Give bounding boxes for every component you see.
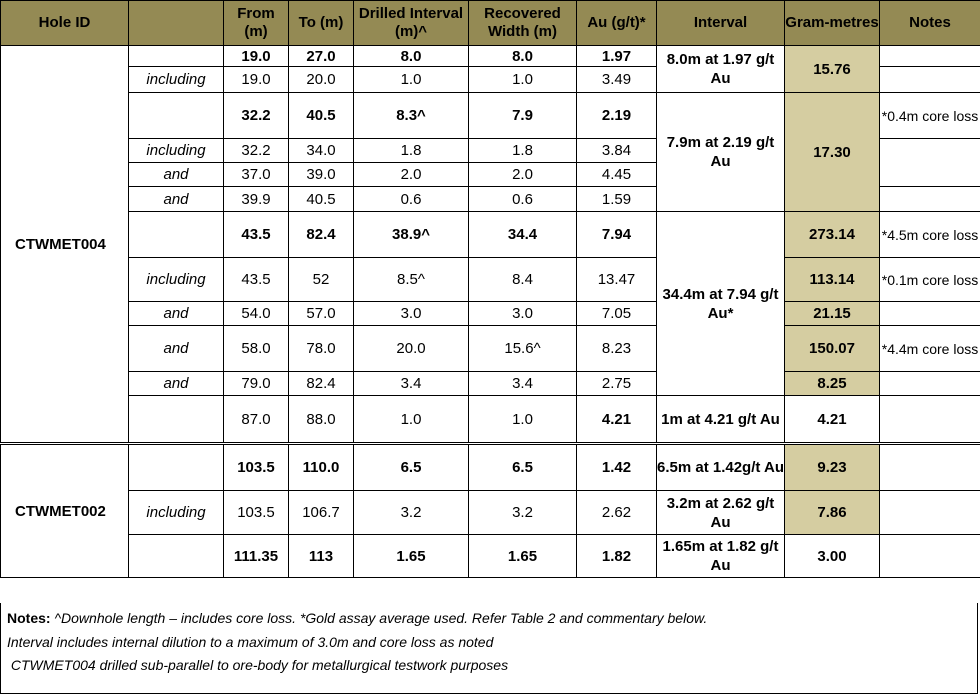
header-hole-id: Hole ID [1, 1, 129, 46]
au-cell: 1.97 [577, 46, 657, 67]
header-to: To (m) [289, 1, 354, 46]
grammetres-cell: 21.15 [785, 302, 880, 326]
drilled-cell: 3.4 [354, 372, 469, 396]
header-notes: Notes [880, 1, 980, 46]
recovered-cell: 6.5 [469, 444, 577, 491]
grammetres-cell: 273.14 [785, 212, 880, 258]
table-row [1, 372, 980, 396]
notes-label: Notes: [7, 610, 51, 626]
from-cell: 32.2 [224, 139, 289, 163]
from-cell: 37.0 [224, 163, 289, 187]
au-cell: 8.23 [577, 326, 657, 372]
recovered-cell: 3.2 [469, 491, 577, 535]
from-cell: 111.35 [224, 535, 289, 578]
table-row [1, 444, 980, 491]
from-cell: 79.0 [224, 372, 289, 396]
table-row [1, 491, 980, 535]
to-cell: 106.7 [289, 491, 354, 535]
au-cell: 2.19 [577, 93, 657, 139]
interval-cell: 1m at 4.21 g/t Au [657, 396, 785, 444]
header-grammetres: Gram-metres [785, 1, 880, 46]
from-cell: 43.5 [224, 212, 289, 258]
notes-cell [880, 46, 980, 67]
hole-id-cell: CTWMET002 [1, 444, 129, 578]
grammetres-cell: 150.07 [785, 326, 880, 372]
to-cell: 27.0 [289, 46, 354, 67]
row-label: including [129, 491, 224, 535]
row-label [129, 535, 224, 578]
au-cell: 1.82 [577, 535, 657, 578]
interval-cell: 8.0m at 1.97 g/t Au [657, 46, 785, 93]
au-cell: 1.59 [577, 187, 657, 212]
to-cell: 82.4 [289, 212, 354, 258]
row-label [129, 46, 224, 67]
to-cell: 52 [289, 258, 354, 302]
to-cell: 39.0 [289, 163, 354, 187]
from-cell: 103.5 [224, 491, 289, 535]
to-cell: 40.5 [289, 93, 354, 139]
grammetres-cell: 8.25 [785, 372, 880, 396]
drilled-cell: 1.0 [354, 67, 469, 93]
recovered-cell: 1.0 [469, 67, 577, 93]
notes-cell [880, 396, 980, 444]
header-interval: Interval [657, 1, 785, 46]
from-cell: 58.0 [224, 326, 289, 372]
grammetres-cell: 9.23 [785, 444, 880, 491]
row-label: including [129, 67, 224, 93]
from-cell: 43.5 [224, 258, 289, 302]
row-label [129, 93, 224, 139]
from-cell: 87.0 [224, 396, 289, 444]
drilled-cell: 3.2 [354, 491, 469, 535]
recovered-cell: 1.65 [469, 535, 577, 578]
recovered-cell: 15.6^ [469, 326, 577, 372]
footnote-line-3: CTWMET004 drilled sub-parallel to ore-body for metallurgical testwork purposes [7, 657, 509, 673]
header-recovered-width: Recovered Width (m) [469, 1, 577, 46]
notes-cell [880, 444, 980, 491]
recovered-cell: 1.8 [469, 139, 577, 163]
row-label [129, 444, 224, 491]
notes-cell: *0.4m core loss [880, 93, 980, 139]
au-cell: 4.45 [577, 163, 657, 187]
au-cell: 3.84 [577, 139, 657, 163]
notes-cell [880, 67, 980, 93]
to-cell: 113 [289, 535, 354, 578]
to-cell: 82.4 [289, 372, 354, 396]
au-cell: 4.21 [577, 396, 657, 444]
drilled-cell: 0.6 [354, 187, 469, 212]
drilled-cell: 8.3^ [354, 93, 469, 139]
from-cell: 19.0 [224, 46, 289, 67]
au-cell: 2.75 [577, 372, 657, 396]
table-row [1, 326, 980, 372]
grammetres-cell: 113.14 [785, 258, 880, 302]
au-cell: 3.49 [577, 67, 657, 93]
drilled-cell: 38.9^ [354, 212, 469, 258]
header-row [1, 1, 980, 46]
drilled-cell: 8.5^ [354, 258, 469, 302]
from-cell: 39.9 [224, 187, 289, 212]
from-cell: 32.2 [224, 93, 289, 139]
table-row [1, 535, 980, 578]
footnote-text-1: ^Downhole length – includes core loss. *Gold assay average used. Refer Table 2 and commentary below. [50, 610, 708, 626]
grammetres-cell: 4.21 [785, 396, 880, 444]
drilled-cell: 20.0 [354, 326, 469, 372]
recovered-cell: 1.0 [469, 396, 577, 444]
row-label [129, 396, 224, 444]
grammetres-cell: 3.00 [785, 535, 880, 578]
au-cell: 2.62 [577, 491, 657, 535]
row-label: and [129, 302, 224, 326]
recovered-cell: 8.4 [469, 258, 577, 302]
header-blank [129, 1, 224, 46]
drilled-cell: 1.0 [354, 396, 469, 444]
header-from: From (m) [224, 1, 289, 46]
interval-cell: 3.2m at 2.62 g/t Au [657, 491, 785, 535]
header-drilled-interval: Drilled Interval (m)^ [354, 1, 469, 46]
notes-cell [880, 491, 980, 535]
footnote-line-1 [7, 607, 977, 631]
grammetres-cell: 17.30 [785, 93, 880, 212]
grammetres-cell: 15.76 [785, 46, 880, 93]
row-label: and [129, 163, 224, 187]
row-label: and [129, 372, 224, 396]
drilled-cell: 6.5 [354, 444, 469, 491]
recovered-cell: 8.0 [469, 46, 577, 67]
from-cell: 103.5 [224, 444, 289, 491]
to-cell: 40.5 [289, 187, 354, 212]
row-label: including [129, 139, 224, 163]
au-cell: 1.42 [577, 444, 657, 491]
row-label: and [129, 326, 224, 372]
recovered-cell: 34.4 [469, 212, 577, 258]
row-label: including [129, 258, 224, 302]
notes-cell [880, 139, 980, 187]
notes-cell: *4.4m core loss [880, 326, 980, 372]
au-cell: 7.05 [577, 302, 657, 326]
table-footnotes [0, 603, 978, 694]
drilled-cell: 8.0 [354, 46, 469, 67]
notes-cell [880, 372, 980, 396]
to-cell: 57.0 [289, 302, 354, 326]
row-label: and [129, 187, 224, 212]
notes-cell: *0.1m core loss [880, 258, 980, 302]
table-row [1, 46, 980, 67]
to-cell: 110.0 [289, 444, 354, 491]
drilled-cell: 2.0 [354, 163, 469, 187]
notes-cell [880, 187, 980, 212]
to-cell: 34.0 [289, 139, 354, 163]
notes-cell: *4.5m core loss [880, 212, 980, 258]
recovered-cell: 0.6 [469, 187, 577, 212]
header-au: Au (g/t)* [577, 1, 657, 46]
drilled-cell: 1.8 [354, 139, 469, 163]
recovered-cell: 3.4 [469, 372, 577, 396]
au-cell: 13.47 [577, 258, 657, 302]
grammetres-cell: 7.86 [785, 491, 880, 535]
table-row [1, 212, 980, 258]
interval-cell: 6.5m at 1.42g/t Au [657, 444, 785, 491]
hole-id-cell: CTWMET004 [1, 46, 129, 444]
row-label [129, 212, 224, 258]
notes-cell [880, 302, 980, 326]
au-cell: 7.94 [577, 212, 657, 258]
interval-cell: 7.9m at 2.19 g/t Au [657, 93, 785, 212]
drilled-cell: 3.0 [354, 302, 469, 326]
recovered-cell: 7.9 [469, 93, 577, 139]
table-row [1, 93, 980, 139]
to-cell: 78.0 [289, 326, 354, 372]
table-row [1, 258, 980, 302]
table-row [1, 302, 980, 326]
to-cell: 88.0 [289, 396, 354, 444]
interval-cell: 34.4m at 7.94 g/t Au* [657, 212, 785, 396]
notes-cell [880, 535, 980, 578]
drilled-cell: 1.65 [354, 535, 469, 578]
from-cell: 54.0 [224, 302, 289, 326]
recovered-cell: 2.0 [469, 163, 577, 187]
from-cell: 19.0 [224, 67, 289, 93]
to-cell: 20.0 [289, 67, 354, 93]
recovered-cell: 3.0 [469, 302, 577, 326]
footnote-line-2: Interval includes internal dilution to a maximum of 3.0m and core loss as noted [7, 633, 494, 650]
table-row [1, 396, 980, 444]
interval-cell: 1.65m at 1.82 g/t Au [657, 535, 785, 578]
